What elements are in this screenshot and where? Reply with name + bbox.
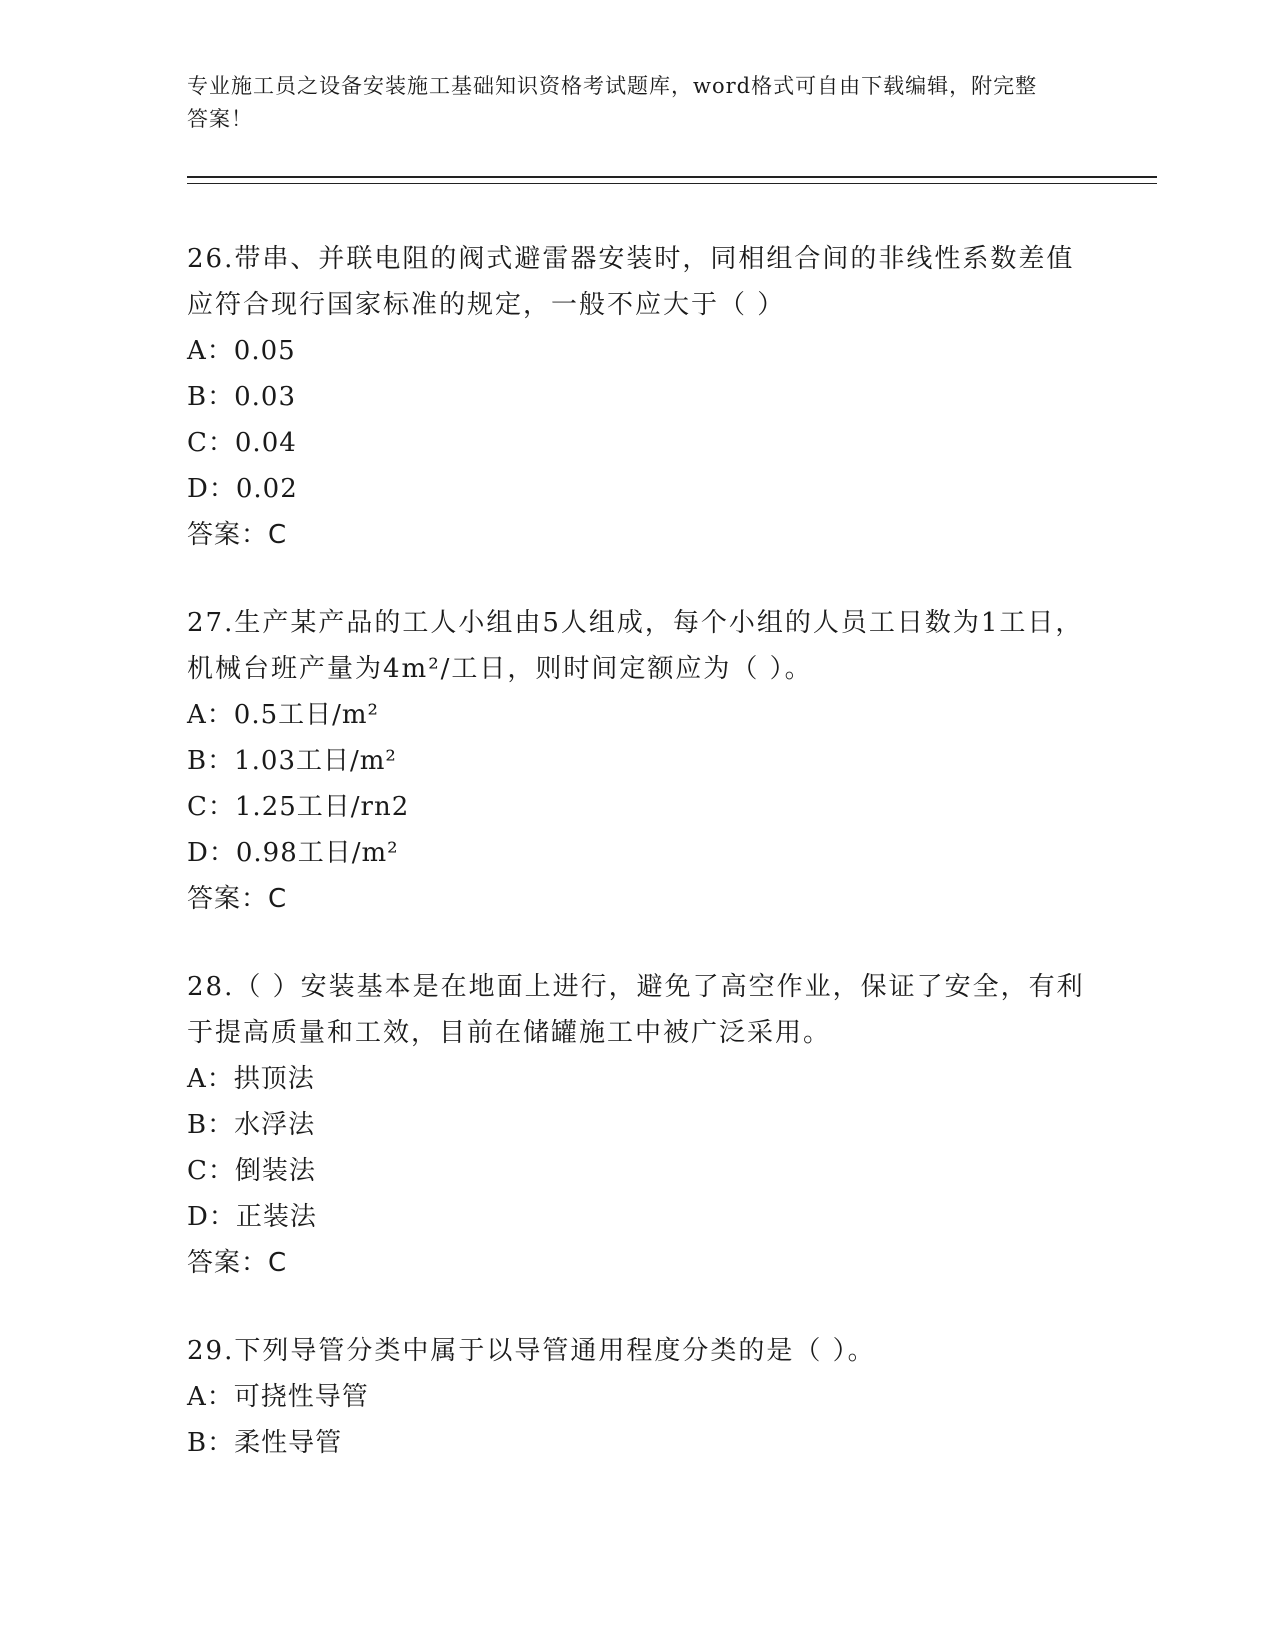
option-b: B：柔性导管 xyxy=(187,1428,343,1458)
answer-line: 答案：C xyxy=(187,884,288,914)
header-divider xyxy=(187,176,1157,184)
question-stem: 27.生产某产品的工人小组由5人组成，每个小组的人员工日数为1工日，机械台班产量为4m²/工日，则时间定额应为（ ）。 xyxy=(187,608,1084,684)
answer-line: 答案：C xyxy=(187,520,288,550)
option-c: C：0.04 xyxy=(187,428,297,458)
option-c: C：倒装法 xyxy=(187,1156,316,1186)
option-a: A：0.05 xyxy=(187,336,296,366)
document-header: 专业施工员之设备安装施工基础知识资格考试题库，word格式可自由下载编辑，附完整答案！ xyxy=(187,74,1038,131)
option-a: A：拱顶法 xyxy=(187,1064,315,1094)
option-a: A：可挠性导管 xyxy=(187,1382,369,1412)
question-28 xyxy=(187,964,1157,1286)
question-29 xyxy=(187,1328,1157,1466)
option-a: A：0.5工日/m² xyxy=(187,700,379,730)
document-page xyxy=(187,70,1157,1508)
question-stem: 26.带串、并联电阻的阀式避雷器安装时，同相组合间的非线性系数差值应符合现行国家标准的规定，一般不应大于（ ） xyxy=(187,244,1075,320)
question-stem: 29.下列导管分类中属于以导管通用程度分类的是（ ）。 xyxy=(187,1336,876,1366)
question-26 xyxy=(187,236,1157,558)
question-27 xyxy=(187,600,1157,922)
option-d: D：0.98工日/m² xyxy=(187,838,399,868)
option-d: D：正装法 xyxy=(187,1202,317,1232)
option-d: D：0.02 xyxy=(187,474,298,504)
question-list xyxy=(187,236,1157,1466)
option-c: C：1.25工日/rn2 xyxy=(187,792,410,822)
answer-line: 答案：C xyxy=(187,1248,288,1278)
option-b: B：0.03 xyxy=(187,382,296,412)
option-b: B：1.03工日/m² xyxy=(187,746,397,776)
question-stem: 28.（ ）安装基本是在地面上进行，避免了高空作业，保证了安全，有利于提高质量和工效，目前在储罐施工中被广泛采用。 xyxy=(187,972,1085,1048)
option-b: B：水浮法 xyxy=(187,1110,316,1140)
